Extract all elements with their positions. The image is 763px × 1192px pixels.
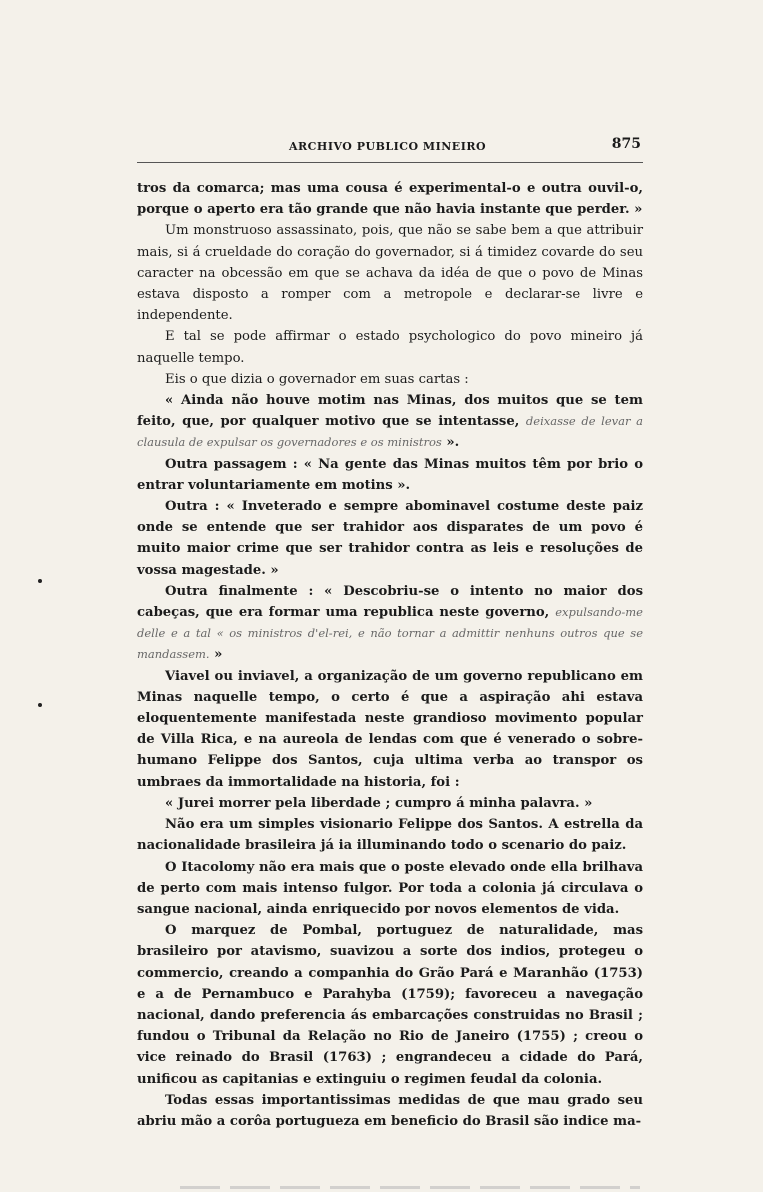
text-run: tros da comarca; mas uma cousa é experimental-o e outra ouvil-o, porque o aperto era tão grande que não havia instante que perder. » [137, 181, 643, 218]
page-number: 875 [611, 136, 641, 152]
italic-quote: expulsando-me delle e a tal « os ministros d'el-rei, e não tornar a admittir nenhuns outros que se mandassem. [137, 605, 643, 662]
paragraph [137, 369, 643, 390]
text-run: Outra passagem : « Na gente das Minas muitos têm por brio o entrar voluntariamente em motins ». [137, 456, 643, 493]
paragraph [137, 1090, 643, 1132]
text-run: O marquez de Pombal, portuguez de naturalidade, mas brasileiro por atavismo, suavizou a sorte dos indios, protegeu o commercio, creando a companhia do Grão Pará e Maranhão (1753) e a de Pernambuco e Parahyba (1759); favoreceu a navegação nacional, dando preferencia ás embarcações construidas no Brasil ; fundou o Tribunal da Relação no Rio de Janeiro (1755) ; creou o vice reinado do Brasil (1763) ; engrandeceu a cidade do Pará, unificou as capitanias e extinguiu o regimen feudal da colonia. [137, 923, 643, 1087]
text-run: Outra : « Inveterado e sempre abominavel costume deste paiz onde se entende que ser trahidor aos disparates de um povo é muito maior crime que ser trahidor contra as leis e resoluções de vossa magestade. » [137, 499, 643, 578]
text-run: Todas essas importantissimas medidas de que mau grado seu abriu mão a corôa portugueza em beneficio do Brasil são indice ma- [137, 1092, 643, 1129]
page-header [137, 136, 643, 156]
paragraph [137, 857, 643, 921]
body-text [137, 178, 643, 1132]
text-run: Outra finalmente : « Descobriu-se o intento no maior dos cabeças, que era formar uma republica neste governo, [137, 583, 643, 621]
margin-mark [38, 703, 42, 707]
text-run: ». [441, 435, 460, 451]
paragraph [137, 178, 643, 220]
text-run: « Jurei morrer pela liberdade ; cumpro á minha palavra. » [165, 795, 593, 811]
text-run: Um monstruoso assassinato, pois, que não se sabe bem a que attribuir mais, si á crueldade do coração do governador, si á timidez covarde do seu caracter na obcessão em que se achava da idéa de que o povo de Minas estava disposto a romper com a metropole e declarar-se livre e independente. [137, 223, 643, 324]
paragraph [137, 666, 643, 793]
text-run: » [209, 647, 223, 663]
text-run: O Itacolomy não era mais que o poste elevado onde ella brilhava de perto com mais intenso fulgor. Por toda a colonia já circulava o sangue nacional, ainda enriquecido por novos elementos de vida. [137, 859, 643, 917]
paragraph [137, 814, 643, 856]
text-run: Eis o que dizia o governador em suas cartas : [165, 371, 469, 387]
running-title: ARCHIVO PUBLICO MINEIRO [289, 140, 487, 153]
paragraph [137, 793, 643, 814]
margin-mark [38, 579, 42, 583]
paragraph [137, 581, 643, 666]
paragraph [137, 454, 643, 496]
bottom-edge-mark [180, 1186, 640, 1189]
paragraph [137, 920, 643, 1090]
paragraph [137, 390, 643, 454]
paragraph [137, 220, 643, 326]
italic-quote: deixasse de levar a clausula de expulsar os governadores e os ministros [137, 414, 643, 450]
paragraph [137, 496, 643, 581]
header-rule [137, 162, 643, 163]
text-run: « Ainda não houve motim nas Minas, dos muitos que se tem feito, que, por qualquer motivo que se intentasse, [137, 393, 643, 430]
text-run: Viavel ou inviavel, a organização de um governo republicano em Minas naquelle tempo, o certo é que a aspiração ahi estava eloquentemente manifestada neste grandioso movimento popular de Villa Rica, e na aureola de lendas com que é venerado o sobre-humano Felippe dos Santos, cuja ultima verba ao transpor os umbraes da immortalidade na historia, foi : [137, 668, 643, 790]
paragraph [137, 326, 643, 368]
text-run: Não era um simples visionario Felippe dos Santos. A estrella da nacionalidade brasileira já ia illuminando todo o scenario do paiz. [137, 817, 643, 854]
text-run: E tal se pode affirmar o estado psychologico do povo mineiro já naquelle tempo. [137, 329, 643, 366]
